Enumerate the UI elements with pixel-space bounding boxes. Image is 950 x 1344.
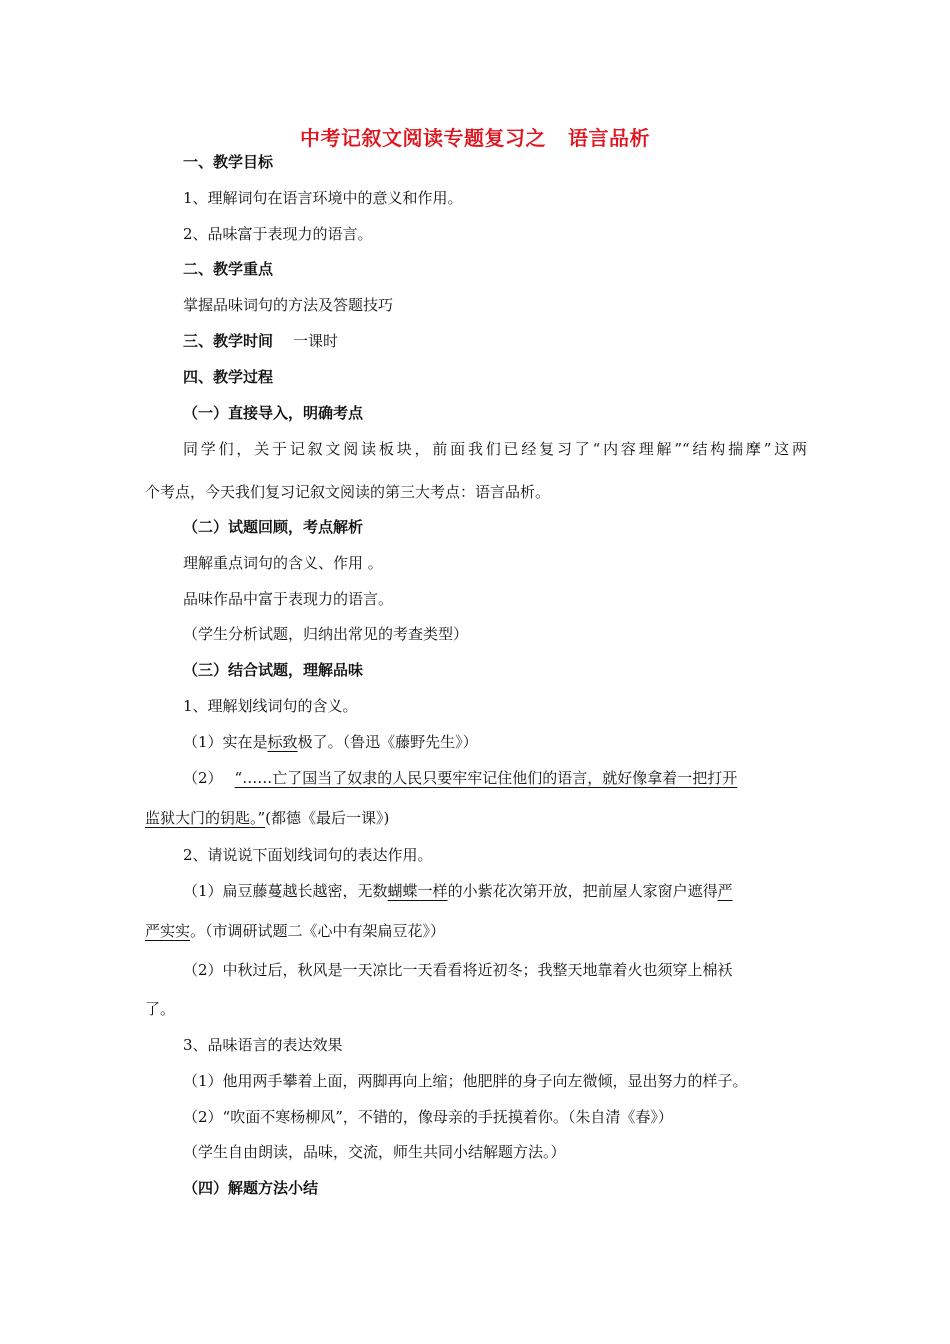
underlined-phrase-dense-end: 严实实 [145,922,191,940]
question-1a-suffix: 极了。（鲁迅《藤野先生》） [297,733,478,751]
section-heading-time: 三、教学时间 [183,332,274,350]
section-heading-process: 四、教学过程 [183,368,274,386]
goal-item-1: 1、理解词句在语言环境中的意义和作用。 [183,189,463,207]
part-1-heading: （一）直接导入，明确考点 [183,404,364,422]
question-3c: （学生自由朗读，品味，交流，师生共同小结解题方法。） [183,1143,566,1161]
question-3b: （2）“吹面不寒杨柳风”，不错的，像母亲的手抚摸着你。（朱自清《春》） [183,1108,673,1126]
question-1: 1、理解划线词句的含义。 [183,697,358,715]
page-title [0,122,950,151]
underlined-phrase: 标致 [267,733,298,751]
question-2b-line-2: 了。 [145,1000,176,1018]
question-1b-source: (都德《最后一课》) [265,809,390,827]
question-1a [183,732,478,752]
time-value: 一课时 [293,332,339,350]
question-2b-line-1: （2）中秋过后，秋风是一天凉比一天看看将近初冬；我整天地靠着火也须穿上棉袄 [183,961,733,979]
question-2a-line-2 [145,921,445,941]
section-heading-goals: 一、教学目标 [183,153,274,171]
part-2-line-3: （学生分析试题，归纳出常见的考查类型） [183,625,469,643]
question-1b-line-2 [145,808,389,828]
goal-item-2: 2、品味富于表现力的语言。 [183,225,373,243]
question-1b-line-1 [183,768,807,788]
title-part-1: 中考记叙文阅读专题复习之 [300,126,546,150]
title-part-2: 语言品析 [568,126,650,150]
question-2a-prefix: （1）扁豆藤蔓越长越密，无数 [183,882,388,900]
time-row [183,331,338,351]
part-2-heading: （二）试题回顾，考点解析 [183,518,364,536]
question-2a-source: 。（市调研试题二《心中有架扁豆花》） [190,922,446,940]
part-1-line-1: 同学们，关于记叙文阅读板块，前面我们已经复习了“内容理解”“结构揣摩”这两 [183,440,807,458]
question-3a: （1）他用两手攀着上面，两脚再向上缩；他肥胖的身子向左微倾，显出努力的样子。 [183,1072,748,1090]
focus-text: 掌握品味词句的方法及答题技巧 [183,296,394,314]
underlined-phrase-butterfly: 蝴蝶一样 [387,882,448,900]
underlined-phrase-dense-start: 严 [717,882,733,900]
part-2-line-2: 品味作品中富于表现力的语言。 [183,590,394,608]
question-2a-middle: 的小紫花次第开放，把前屋人家窗户遮得 [447,882,718,900]
part-2-line-1: 理解重点词句的含义、作用 。 [183,554,383,572]
question-2a-line-1 [183,881,733,901]
underlined-sentence-part-2: 监狱大门的钥匙。” [145,809,266,827]
part-4-heading: （四）解题方法小结 [183,1179,319,1197]
question-2: 2、请说说下面划线词句的表达作用。 [183,846,433,864]
underlined-sentence-part-1: “……亡了国当了奴隶的人民只要牢牢记住他们的语言，就好像拿着一把打开 [234,769,738,787]
question-1b-number: （2） [183,769,223,787]
section-heading-focus: 二、教学重点 [183,260,274,278]
question-1a-prefix: （1）实在是 [183,733,268,751]
part-1-line-2: 个考点，今天我们复习记叙文阅读的第三大考点：语言品析。 [145,483,551,501]
question-3: 3、品味语言的表达效果 [183,1036,343,1054]
part-3-heading: （三）结合试题，理解品味 [183,661,364,679]
